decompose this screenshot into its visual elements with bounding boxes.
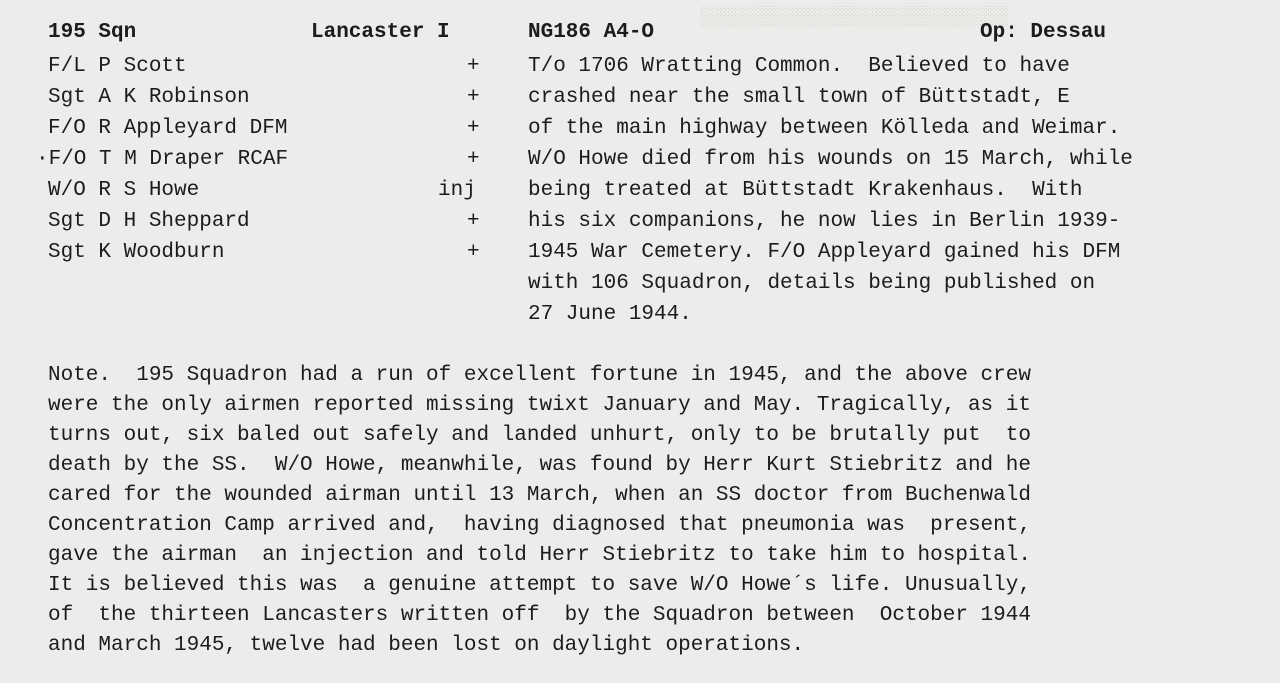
narrative-line: W/O Howe died from his wounds on 15 March, while — [528, 148, 1133, 171]
narrative-line: of the main highway between Kölleda and Weimar. — [528, 117, 1121, 140]
crew-status: + — [467, 241, 480, 264]
aircraft-type-heading: Lancaster I — [311, 21, 450, 44]
squadron-heading: 195 Sqn — [48, 21, 137, 44]
bleed-through-texture: ░░░░░░░░░░░░░░░░░░░░░░░░░░░ — [700, 6, 1008, 28]
crew-name: Sgt A K Robinson — [48, 86, 250, 109]
crew-status: + — [467, 86, 480, 109]
operation-heading: Op: Dessau — [980, 21, 1107, 44]
crew-status: + — [467, 210, 480, 233]
note-line: of the thirteen Lancasters written off by the Squadron between October 1944 — [48, 604, 1031, 627]
note-line: were the only airmen reported missing twixt January and May. Tragically, as it — [48, 394, 1031, 417]
note-line: Concentration Camp arrived and, having diagnosed that pneumonia was present, — [48, 514, 1031, 537]
crew-name: Sgt D H Sheppard — [48, 210, 250, 233]
note-line: gave the airman an injection and told Herr Stiebritz to take him to hospital. — [48, 544, 1031, 567]
narrative-line: being treated at Büttstadt Krakenhaus. With — [528, 179, 1083, 202]
crew-name: Sgt K Woodburn — [48, 241, 225, 264]
crew-name: F/O R Appleyard DFM — [48, 117, 288, 140]
crew-name: F/L P Scott — [48, 55, 187, 78]
crew-status: inj — [438, 179, 476, 202]
narrative-line: T/o 1706 Wratting Common. Believed to have — [528, 55, 1070, 78]
note-line: cared for the wounded airman until 13 March, when an SS doctor from Buchenwald — [48, 484, 1031, 507]
narrative-line: crashed near the small town of Büttstadt, E — [528, 86, 1070, 109]
crew-name: W/O R S Howe — [48, 179, 200, 202]
note-line: Note. 195 Squadron had a run of excellent fortune in 1945, and the above crew — [48, 364, 1031, 387]
narrative-line: with 106 Squadron, details being published on — [528, 272, 1096, 295]
crew-name: ·F/O T M Draper RCAF — [36, 148, 289, 171]
narrative-line: 27 June 1944. — [528, 303, 692, 326]
crew-status: + — [467, 148, 480, 171]
serial-code-heading: NG186 A4-O — [528, 21, 655, 44]
crew-status: + — [467, 117, 480, 140]
note-line: death by the SS. W/O Howe, meanwhile, was found by Herr Kurt Stiebritz and he — [48, 454, 1031, 477]
note-line: and March 1945, twelve had been lost on daylight operations. — [48, 634, 805, 657]
narrative-line: 1945 War Cemetery. F/O Appleyard gained his DFM — [528, 241, 1121, 264]
narrative-line: his six companions, he now lies in Berlin 1939- — [528, 210, 1121, 233]
note-line: turns out, six baled out safely and landed unhurt, only to be brutally put to — [48, 424, 1031, 447]
note-line: It is believed this was a genuine attempt to save W/O Howe´s life. Unusually, — [48, 574, 1031, 597]
crew-status: + — [467, 55, 480, 78]
